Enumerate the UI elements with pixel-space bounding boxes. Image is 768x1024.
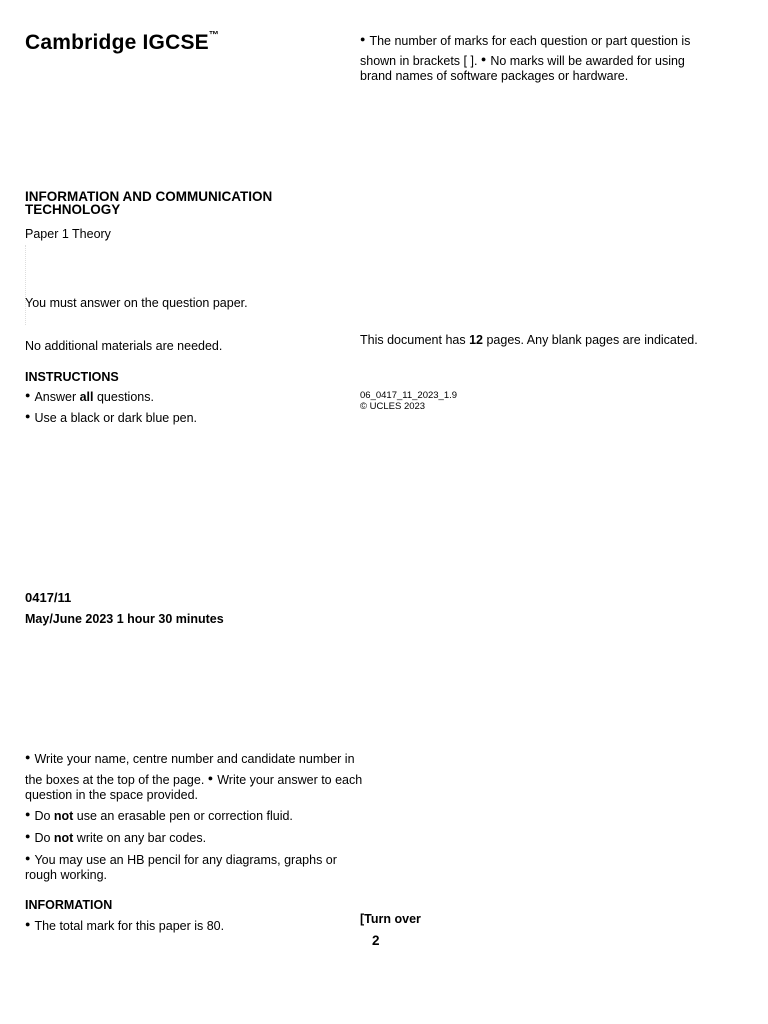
instruction-pencil-line2: rough working. — [25, 868, 107, 882]
instruction-pen — [25, 409, 197, 426]
instruction-answer-all — [25, 388, 154, 405]
subject-title: INFORMATION AND COMMUNICATION TECHNOLOGY — [25, 189, 273, 217]
instruction-erasable-post: use an erasable pen or correction fluid. — [73, 809, 293, 823]
instruction-answer-bold: all — [79, 390, 94, 404]
information-heading: INFORMATION — [25, 898, 113, 912]
instruction-answer-pre: Answer — [34, 390, 80, 404]
bullet-icon: ● — [25, 919, 31, 929]
document-code: 06_0417_11_2023_1.9 — [360, 390, 458, 401]
session-duration: May/June 2023 1 hour 30 minutes — [25, 612, 224, 626]
instruction-barcodes-bold: not — [53, 831, 74, 845]
trademark-symbol: ™ — [208, 30, 220, 41]
instruction-erasable-pre: Do — [34, 809, 54, 823]
bullet-icon: ● — [480, 54, 487, 64]
answer-note: You must answer on the question paper. — [25, 296, 248, 310]
instructions-more — [25, 750, 370, 883]
total-mark — [25, 917, 224, 934]
instruction-erasable-bold: not — [53, 809, 74, 823]
instruction-pencil-line1: You may use an HB pencil for any diagrams, graphs or — [34, 853, 337, 867]
copyright: © UCLES 2023 — [360, 401, 426, 412]
instruction-answer-post: questions. — [93, 390, 154, 404]
bullet-icon: ● — [25, 390, 31, 400]
instruction-pen-text: Use a black or dark blue pen. — [34, 411, 198, 425]
instruction-space-line2: question in the space provided. — [25, 788, 199, 802]
total-mark-text: The total mark for this paper is 80. — [34, 919, 225, 933]
marks-info — [360, 32, 705, 84]
instruction-barcodes-post: write on any bar codes. — [73, 831, 207, 845]
bullet-icon: ● — [25, 853, 31, 863]
pages-count: 12 — [469, 333, 483, 347]
bullet-icon: ● — [207, 773, 214, 783]
bullet-icon: ● — [360, 34, 366, 44]
bullet-icon: ● — [25, 831, 31, 841]
page-number: 2 — [372, 933, 380, 948]
materials-note: No additional materials are needed. — [25, 339, 223, 353]
bullet-icon: ● — [25, 809, 31, 819]
paper-title: Paper 1 Theory — [25, 227, 111, 241]
margin-dots — [25, 245, 28, 325]
turn-over: [Turn over — [360, 912, 421, 926]
brand-title — [25, 30, 219, 55]
instruction-name-line2: the boxes at the top of the page. — [25, 773, 205, 787]
pages-note-post: pages. Any blank pages are indicated. — [483, 333, 698, 347]
pages-note-pre: This document has — [360, 333, 470, 347]
pages-note — [360, 333, 698, 348]
syllabus-code: 0417/11 — [25, 590, 72, 605]
instruction-space-line1: Write your answer to each — [217, 773, 363, 787]
marks-info-line2: shown in brackets [ ]. — [360, 54, 478, 68]
brand-name: Cambridge IGCSE — [25, 31, 209, 54]
brand-names-line2: brand names of software packages or hardware. — [360, 69, 629, 83]
bullet-icon: ● — [25, 411, 31, 421]
brand-names-line1: No marks will be awarded for using — [490, 54, 685, 68]
instructions-heading: INSTRUCTIONS — [25, 370, 119, 384]
bullet-icon: ● — [25, 752, 31, 762]
marks-info-line1: The number of marks for each question or part question is — [369, 34, 691, 48]
instruction-name-line1: Write your name, centre number and candidate number in — [34, 752, 355, 766]
instruction-barcodes-pre: Do — [34, 831, 54, 845]
